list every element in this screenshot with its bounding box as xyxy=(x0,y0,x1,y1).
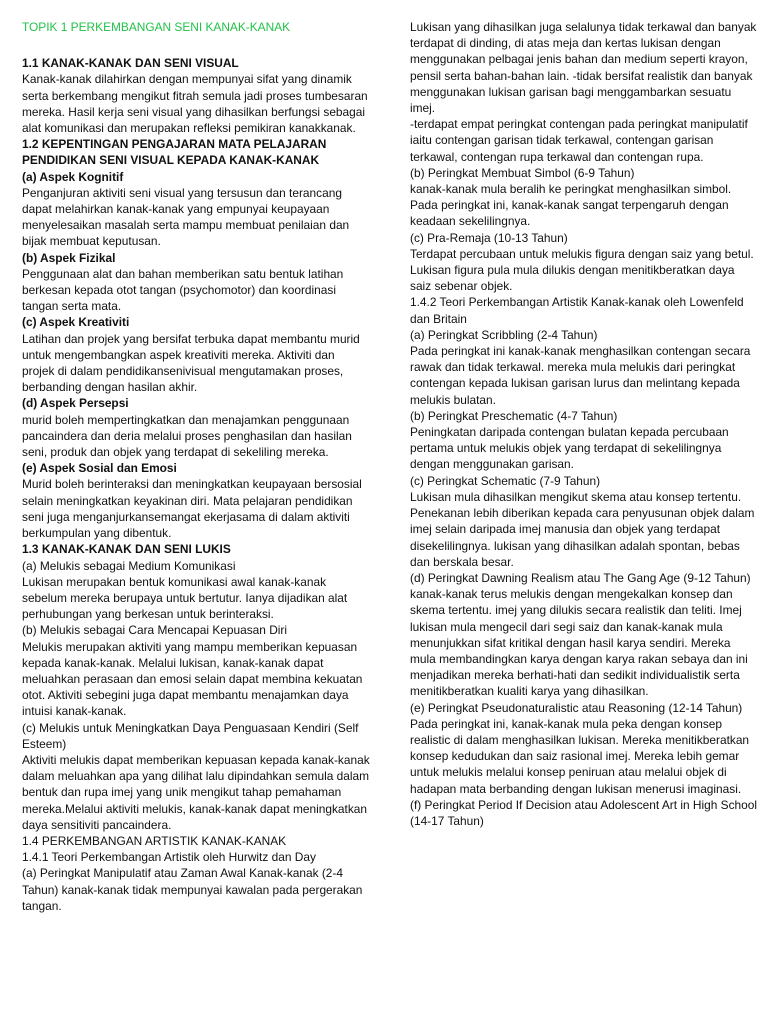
p-a: Penganjuran aktiviti seni visual yang tersusun dan terancang dapat melahirkan kanak-kanak yang empunyai keupayaan menyelesaikan masalah serta mampu membuat penilaian dan bijak membuat keputusan. xyxy=(22,185,350,249)
p-r-2: -terdapat empat peringkat contengan pada peringkat manipulatif iaitu contengan garisan tidak terkawal, contengan garisan terkawal, contengan rupa terkawal dan contengan rupa. xyxy=(410,117,748,164)
p-r-c: Terdapat percubaan untuk melukis figura dengan saiz yang betul. xyxy=(410,246,754,261)
subhead-b: (b) Aspek Fizikal xyxy=(22,250,116,265)
sub-r-c: (c) Pra-Remaja (10-13 Tahun) xyxy=(410,230,568,245)
topic-title: TOPIK 1 PERKEMBANGAN SENI KANAK-KANAK xyxy=(22,20,291,34)
subhead-d: (d) Aspek Persepsi xyxy=(22,396,129,411)
p-e: Murid boleh berinteraksi dan meningkatkan keupayaan bersosial selain meningkatkan keyakinan diri. Mata pelajaran pendidikan seni juga menganjurkansemangat ekerjasama di dalam aktiviti berkumpulan yang dibentuk. xyxy=(22,477,362,541)
p-d: murid boleh mempertingkatkan dan menajamkan penggunaan pancaindera dan deria melalui proses penghasilan dan hasilan seni, produk dan objek yang terdapat di sekeliling mereka. xyxy=(22,412,352,460)
p-r2-a: Pada peringkat ini kanak-kanak menghasilkan contengan secara rawak dan tidak terkawal. mereka mula melukis dari peringkat contengan kepada lukisan garisan lurus dan melintang kepada melukis bulatan. xyxy=(410,344,751,407)
p-c: Latihan dan projek yang bersifat terbuka dapat membantu murid untuk mengembangkan aspek kreativiti mereka. Aktiviti dan projek di dalam pendidikansenivisual mengutamakan proses, berbanding dengan hasilan akhir. xyxy=(22,331,360,395)
p-r2-e: Pada peringkat ini, kanak-kanak mula peka dengan konsep realistic di dalam menghasilkan lukisan. Mereka menitikberatkan konsep kedudukan dan saiz rasional imej. Mereka lebih gemar untuk melukis melalui konsep peniruan atau melalui objek di hadapan mata berbanding dengan lukisan menerusi imaginasi. xyxy=(410,716,750,796)
heading-1-4: 1.4 PERKEMBANGAN ARTISTIK KANAK-KANAK xyxy=(22,833,287,848)
sub-r2-b: (b) Peringkat Preschematic (4-7 Tahun) xyxy=(410,408,618,423)
sub-1-4-1: 1.4.1 Teori Perkembangan Artistik oleh Hurwitz dan Day xyxy=(22,850,316,865)
p-r2-b: Peningkatan daripada contengan bulatan kepada percubaan pertama untuk melukis objek yang terdapat di sekelilingnya dengan menggunakan garisan. xyxy=(410,425,729,472)
subhead-c: (c) Aspek Kreativiti xyxy=(22,315,130,330)
sub-1-3-c: (c) Melukis untuk Meningkatkan Daya Penguasaan Kendiri (Self Esteem) xyxy=(22,720,359,751)
sub-r2-c: (c) Peringkat Schematic (7-9 Tahun) xyxy=(410,473,601,488)
p-b: Penggunaan alat dan bahan memberikan satu bentuk latihan berkesan kepada otot tangan (psychomotor) dan koordinasi tangan serta mata. xyxy=(22,266,344,314)
heading-1-1: 1.1 KANAK-KANAK DAN SENI VISUAL xyxy=(22,56,239,71)
sub-1-3-a: (a) Melukis sebagai Medium Komunikasi xyxy=(22,558,236,573)
p-r-1: Lukisan yang dihasilkan juga selalunya tidak terkawal dan banyak terdapat di dinding, di atas meja dan kertas lukisan dengan menggunakan pelbagai jenis bahan dan medium seperti krayon, pensil serta bahan-bahan lain. -tidak bersifat realistik dan banyak menggunakan lukisan garisan bagi menggambarkan sesuatu imej. xyxy=(410,20,757,116)
p-1-1: Kanak-kanak dilahirkan dengan mempunyai sifat yang dinamik serta berkembang mengikut fitrah semula jadi proses tumbesaran mereka. Hasil kerja seni visual yang dihasilkan berfungsi sebagai alat komunikasi dan merupakan refleksi pemikiran kanakkanak. xyxy=(22,72,368,136)
p-1-4-1-a: (a) Peringkat Manipulatif atau Zaman Awal Kanak-kanak (2-4 Tahun) kanak-kanak tidak mempunyai kawalan pada pergerakan tangan. xyxy=(22,866,363,913)
sub-1-4-2: 1.4.2 Teori Perkembangan Artistik Kanak-kanak oleh Lowenfeld dan Britain xyxy=(410,295,744,326)
p-r2-c2: Penekanan lebih diberikan kepada cara penyusunan objek dalam imej selain daripada imej manusia dan objek yang terdapat disekelilingnya. lukisan yang dihasilkan adalah spontan, bebas dan berskala besar. xyxy=(410,506,755,569)
sub-r2-e: (e) Peringkat Pseudonaturalistic atau Reasoning (12-14 Tahun) xyxy=(410,700,743,715)
p-r-b: kanak-kanak mula beralih ke peringkat menghasilkan simbol. Pada peringkat ini, kanak-kanak sangat terpengaruh dengan keadaan sekelilingnya. xyxy=(410,182,732,229)
heading-1-3: 1.3 KANAK-KANAK DAN SENI LUKIS xyxy=(22,542,231,557)
sub-r2-a: (a) Peringkat Scribbling (2-4 Tahun) xyxy=(410,327,598,342)
heading-1-2: 1.2 KEPENTINGAN PENGAJARAN MATA PELAJARAN PENDIDIKAN SENI VISUAL KEPADA KANAK-KANAK xyxy=(22,137,327,168)
right-column xyxy=(410,19,758,829)
p-r-c2: Lukisan figura pula mula dilukis dengan menitikberatkan daya saiz sebenar objek. xyxy=(410,263,735,294)
left-column xyxy=(22,19,370,914)
p-r2-d: kanak-kanak terus melukis dengan mengekalkan konsep dan skema tertentu. imej yang dilukis secara realistik dan teliti. Imej lukisan mula mengecil dari segi saiz dan kanak-kanak mula menunjukkan sifat kritikal dengan hasil karya sendiri. Mereka mula membandingkan karya dengan karya rakan sebaya dan ini menjadikan mereka berhati-hati dan sedikit individualistik serta menitikberatkan kualiti karya yang dihasilkan. xyxy=(410,587,748,699)
sub-r2-f: (f) Peringkat Period If Decision atau Adolescent Art in High School (14-17 Tahun) xyxy=(410,797,757,828)
sub-1-3-b: (b) Melukis sebagai Cara Mencapai Kepuasan Diri xyxy=(22,623,288,638)
subhead-e: (e) Aspek Sosial dan Emosi xyxy=(22,461,177,476)
p-1-3-c: Aktiviti melukis dapat memberikan kepuasan kepada kanak-kanak dalam meluahkan apa yang dilihat lalu dipindahkan semula dalam bentuk dan rupa imej yang unik mengikut tahap pemahaman mereka.Melalui aktiviti melukis, kanak-kanak dapat meningkatkan daya sensitiviti pancaindera. xyxy=(22,752,370,832)
subhead-a: (a) Aspek Kognitif xyxy=(22,169,124,184)
sub-r2-d: (d) Peringkat Dawning Realism atau The Gang Age (9-12 Tahun) xyxy=(410,570,751,585)
sub-r-b: (b) Peringkat Membuat Simbol (6-9 Tahun) xyxy=(410,165,635,180)
p-1-3-b: Melukis merupakan aktiviti yang mampu memberikan kepuasan kepada kanak-kanak. Melalui lukisan, kanak-kanak dapat meluahkan perasaan dan emosi selain dapat membina kekuatan otot. Aktiviti sebegini juga dapat membantu menajamkan daya intuisi kanak-kanak. xyxy=(22,639,363,719)
p-r2-c: Lukisan mula dihasilkan mengikut skema atau konsep tertentu. xyxy=(410,489,742,504)
p-1-3-a: Lukisan merupakan bentuk komunikasi awal kanak-kanak sebelum mereka berupaya untuk bertutur. Ianya dijadikan alat perhubungan yang berkesan untuk berinteraksi. xyxy=(22,574,348,622)
